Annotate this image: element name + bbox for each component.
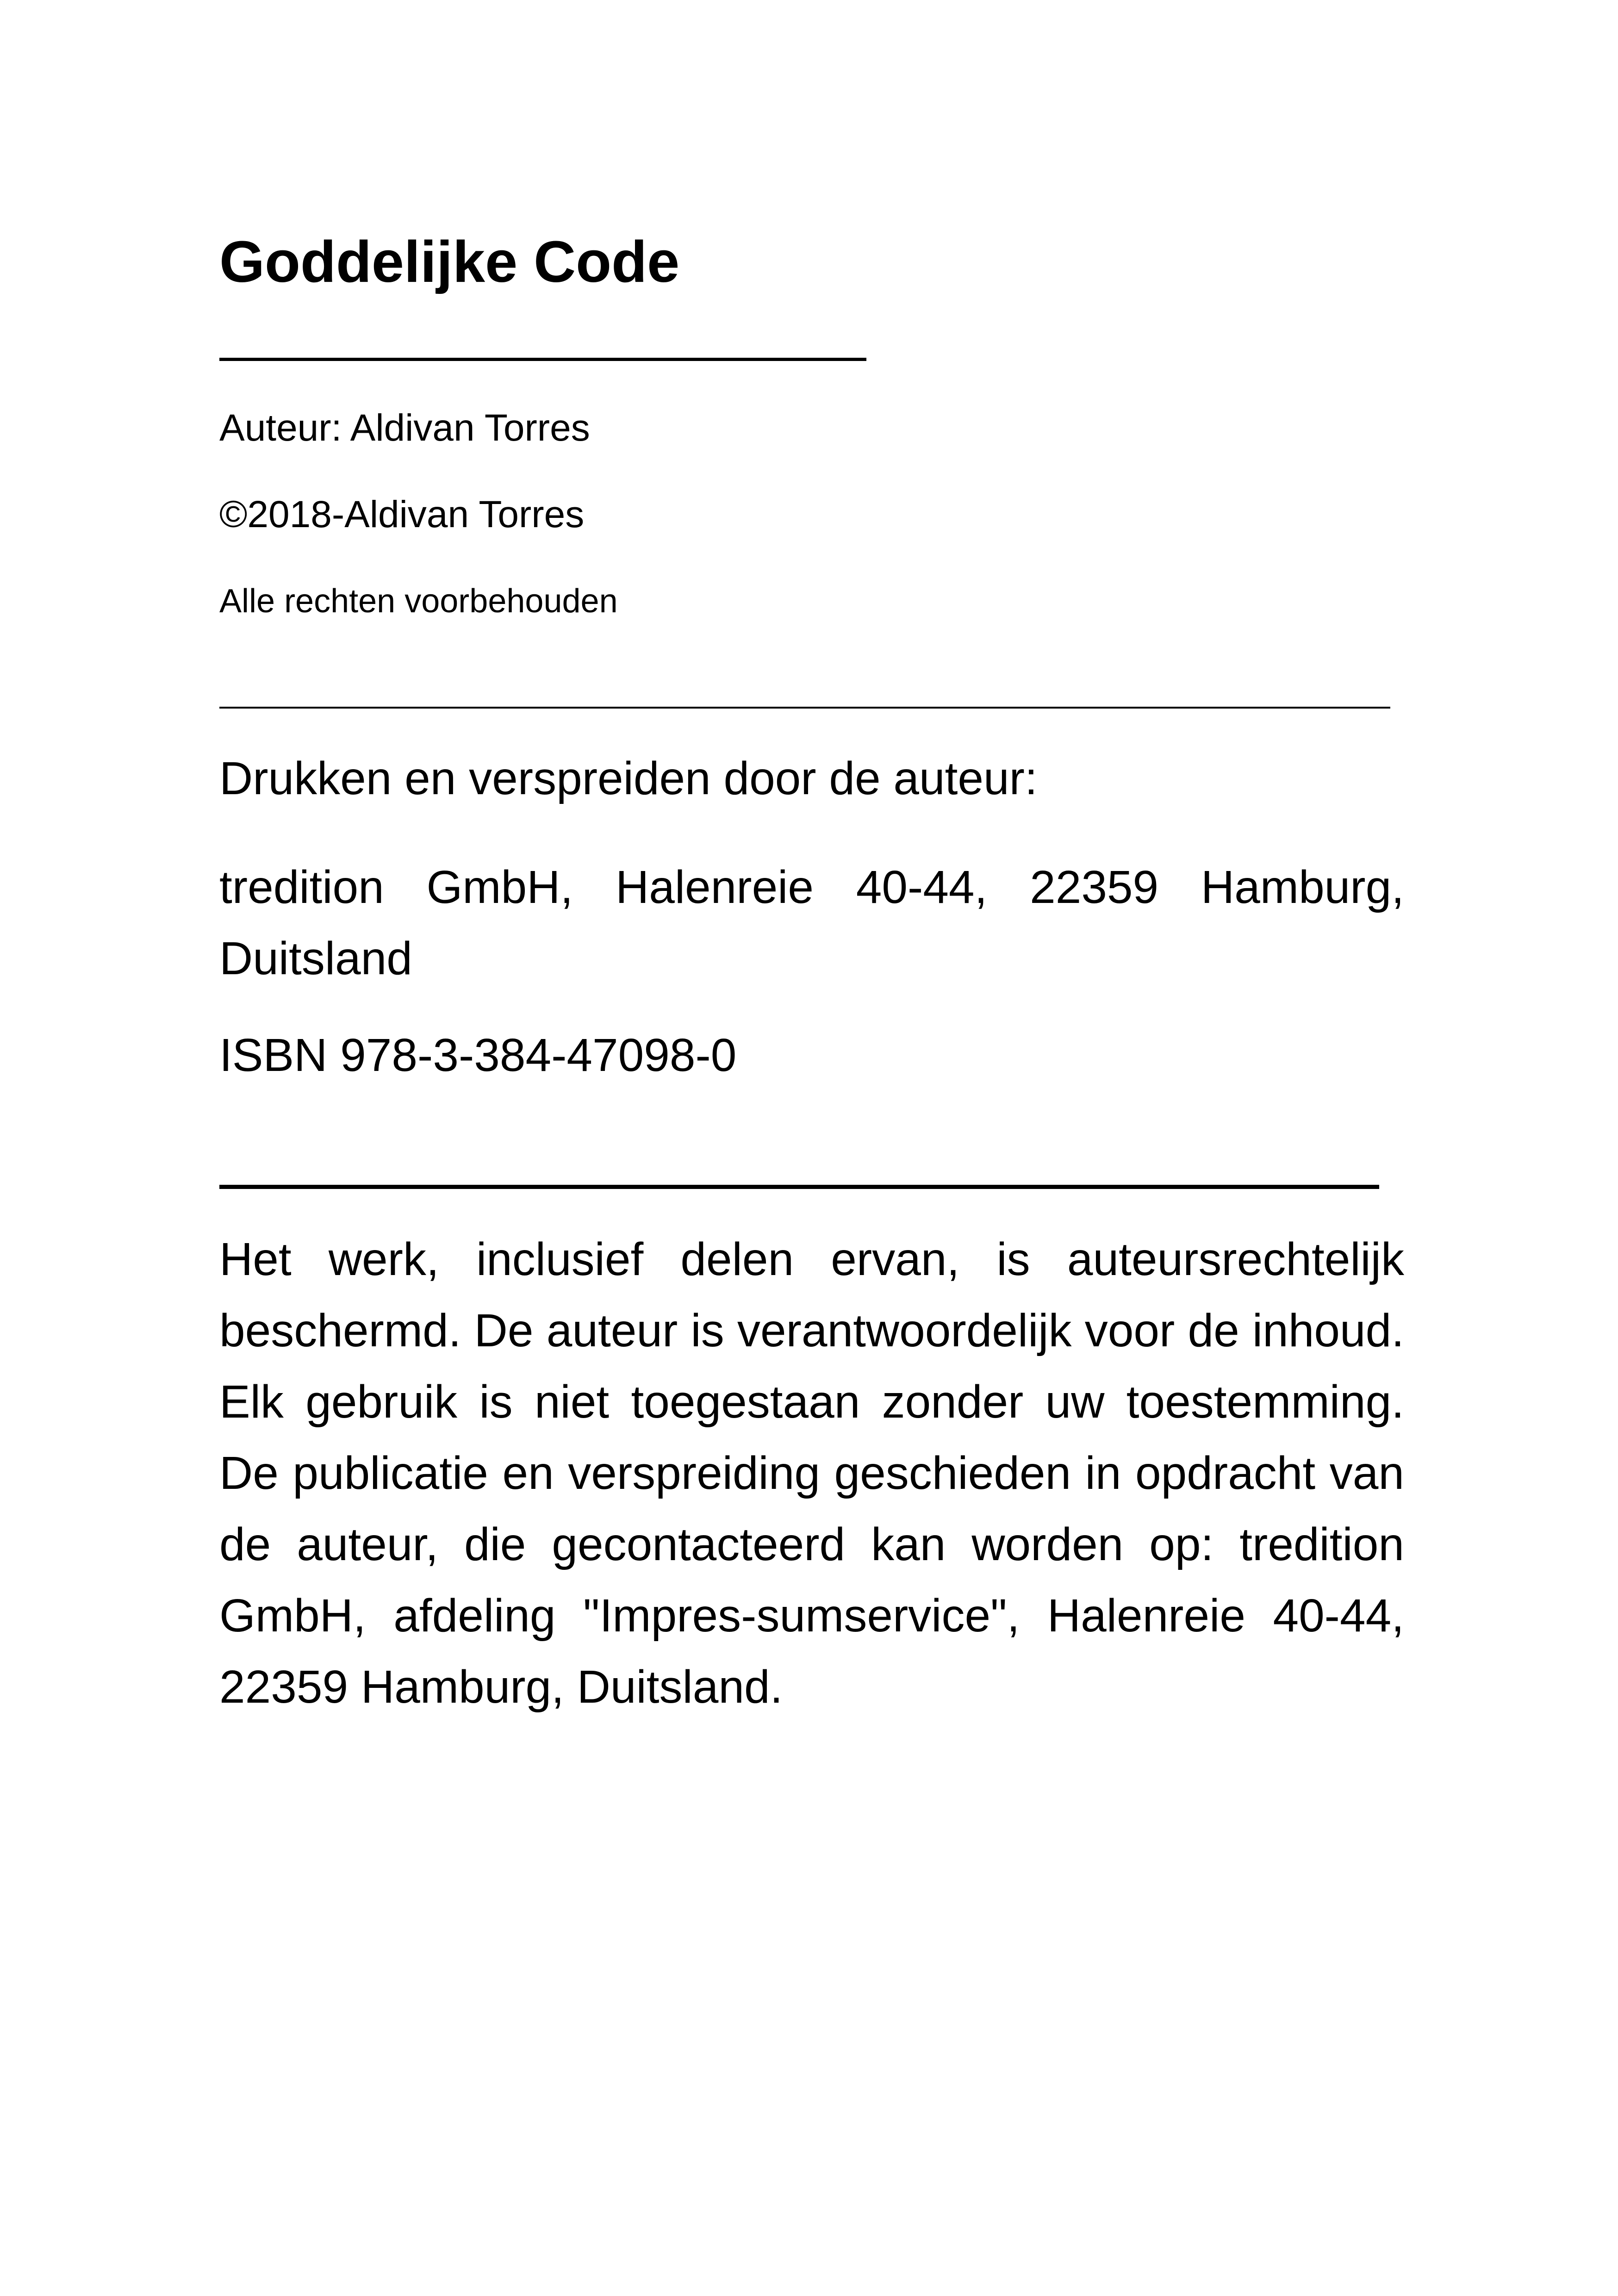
legal-notice: Het werk, inclusief delen ervan, is auteursrechtelijk beschermd. De auteur is verantwoordelijk voor de inhoud. Elk gebruik is niet toegestaan zonder uw toestemming. De publicatie en verspreiding geschieden in opdracht van de auteur, die gecontacteerd kan worden op: tredition GmbH, afdeling "Impres-sumservice", Halenreie 40-44, 22359 Hamburg, Duitsland.: [219, 1233, 1404, 1713]
book-title: Goddelijke Code: [219, 229, 680, 294]
author-line: Auteur: Aldivan Torres: [219, 407, 590, 449]
legal-divider: [219, 1185, 1379, 1189]
section-divider: [219, 707, 1390, 709]
publisher-address: tredition GmbH, Halenreie 40-44, 22359 Hamburg, Duitsland: [219, 861, 1404, 984]
title-divider: [219, 358, 866, 361]
copyright-line: ©2018-Aldivan Torres: [219, 493, 585, 535]
printed-by-line: Drukken en verspreiden door de auteur:: [219, 753, 1038, 804]
isbn-line: ISBN 978-3-384-47098-0: [219, 1029, 737, 1081]
rights-line: Alle rechten voorbehouden: [219, 583, 618, 620]
